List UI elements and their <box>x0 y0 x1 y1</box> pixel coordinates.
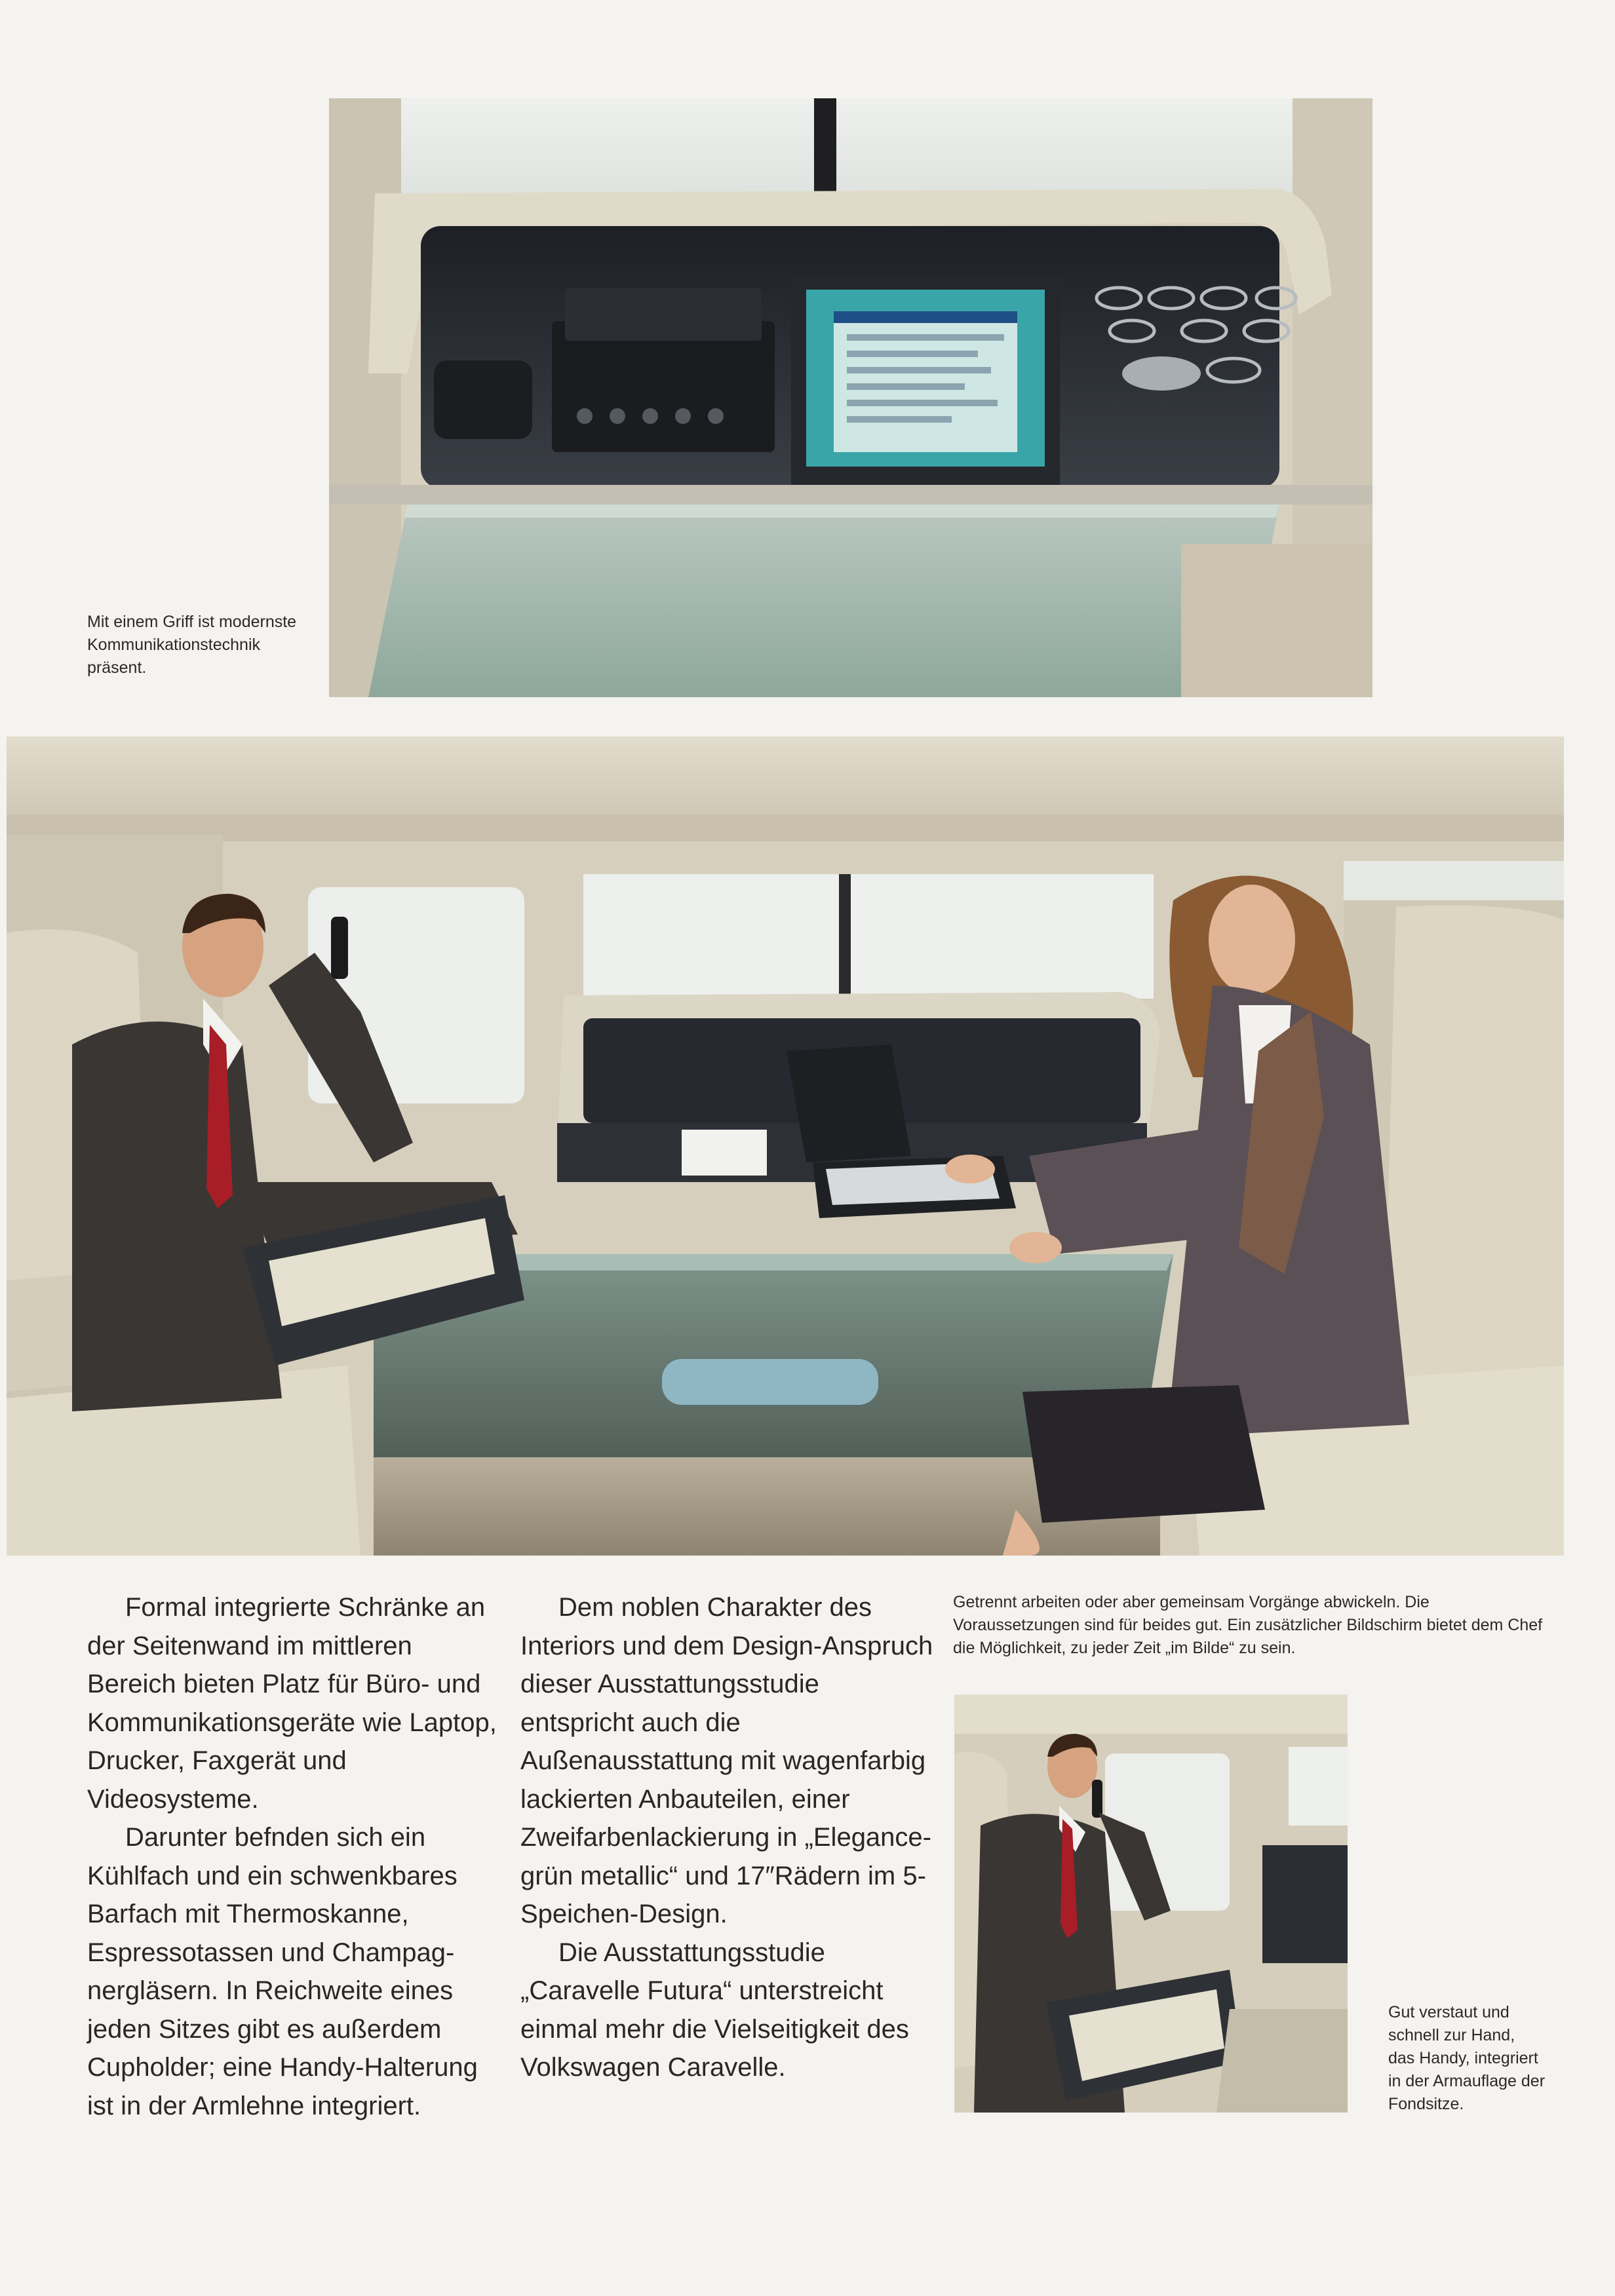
column2-paragraph-1: Dem noblen Charakter des Interiors und dem Design-Anspruch dieser Ausstattungsstudie entspricht auch die Außenausstattung mit wagenfarbig lackierten Anbauteilen, einer Zweifarbenlackierung in „Elegance-grün metallic“ und 17″Rädern im 5-Speichen-Design. <box>520 1593 933 1928</box>
text-column-2 <box>520 1588 940 2087</box>
caption-top: Mit einem Griff ist modernste Kommunikationstechnik präsent. <box>87 613 297 677</box>
column2-paragraph-2: Die Ausstattungsstudie „Caravelle Futura“ unterstreicht einmal mehr die Vielseitigkeit des Volkswagen Caravelle. <box>520 1938 909 2082</box>
caption-small: Gut verstaut und schnell zur Hand, das Handy, integriert in der Armauflage der Fondsitze. <box>1388 2003 1546 2113</box>
column1-paragraph-1: Formal integrierte Schränke an der Seitenwand im mittleren Bereich bieten Platz für Büro- und Kommunikationsgeräte wie Laptop, Drucker, Faxgerät und Videosysteme. <box>87 1593 497 1814</box>
photo-interior-scene <box>7 737 1564 1556</box>
photo-man-with-phone <box>954 1694 1348 2113</box>
column1-paragraph-2: Darunter befnden sich ein Kühlfach und ein schwenkbares Barfach mit Thermoskanne, Espressotassen und Champagnergläsern. In Reichweite eines jeden Sitzes gibt es außerdem Cupholder; eine Handy-Halterung ist in der Armlehne integriert. <box>87 1823 478 2120</box>
caption-right: Getrennt arbeiten oder aber gemeinsam Vorgänge abwickeln. Die Voraussetzungen sind für beides gut. Ein zusätzlicher Bildschirm bietet dem Chef die Möglichkeit, zu jeder Zeit „im Bilde“ zu sein. <box>953 1593 1543 1657</box>
text-column-1 <box>87 1588 507 2125</box>
photo-office-console <box>329 98 1372 697</box>
